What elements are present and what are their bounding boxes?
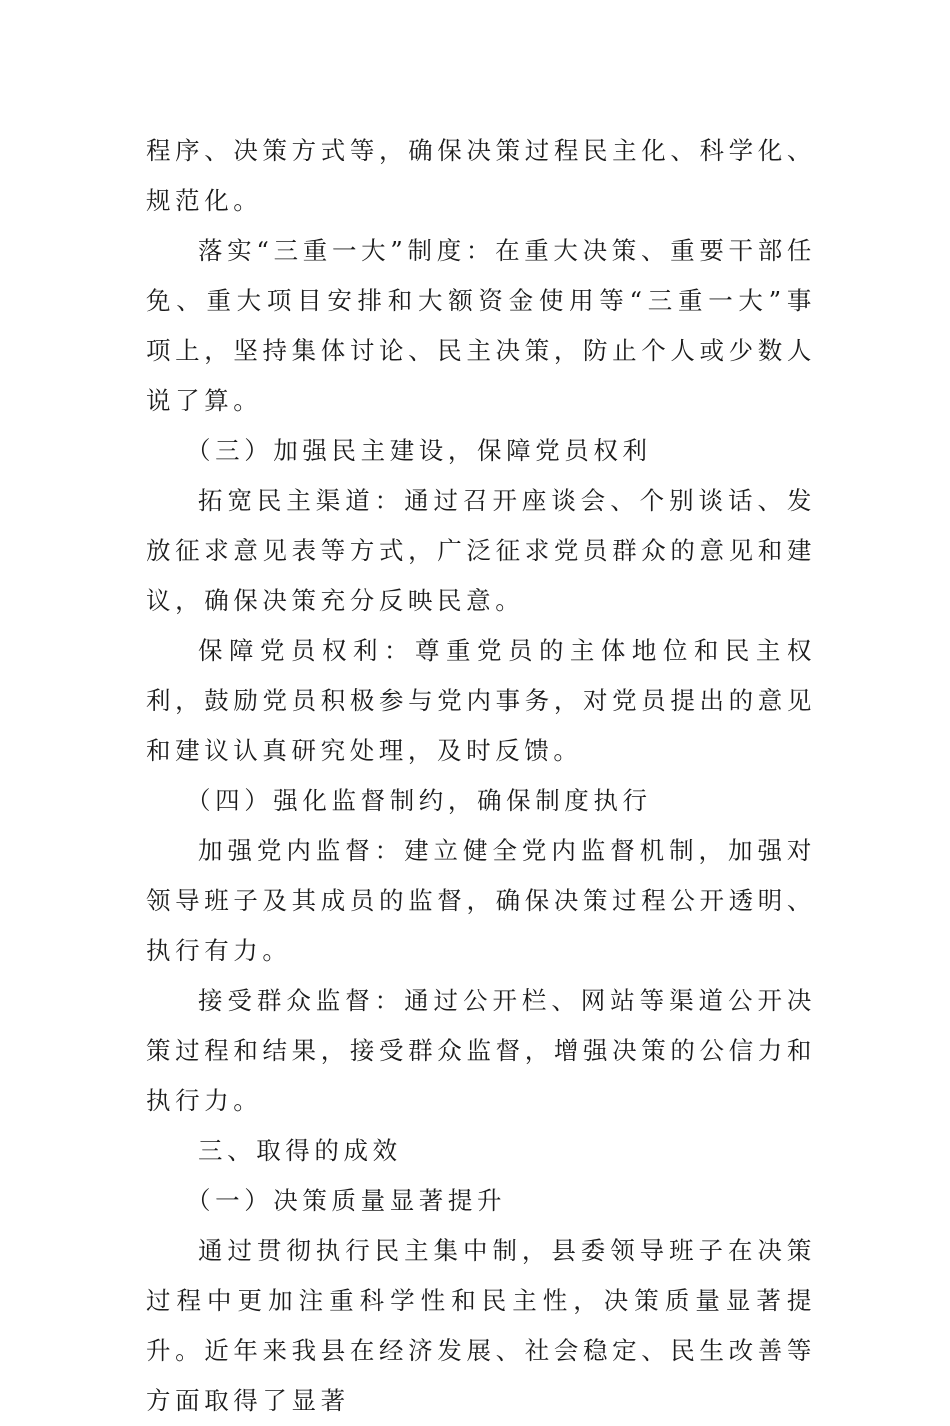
paragraph-three-important-one-large: 落实“三重一大”制度：在重大决策、重要干部任免、重大项目安排和大额资金使用等“三重一大”事项上，坚持集体讨论、民主决策，防止个人或少数人说了算。 [146, 236, 816, 415]
paragraph-public-supervision: 接受群众监督：通过公开栏、网站等渠道公开决策过程和结果，接受群众监督，增强决策的公信力和执行力。 [146, 986, 816, 1115]
paragraph-broaden-channels: 拓宽民主渠道：通过召开座谈会、个别谈话、发放征求意见表等方式，广泛征求党员群众的意见和建议，确保决策充分反映民意。 [146, 486, 816, 615]
paragraph-protect-member-rights: 保障党员权利：尊重党员的主体地位和民主权利，鼓励党员积极参与党内事务，对党员提出的意见和建议认真研究处理，及时反馈。 [146, 636, 816, 765]
paragraph-internal-supervision: 加强党内监督：建立健全党内监督机制，加强对领导班子及其成员的监督，确保决策过程公开透明、执行有力。 [146, 836, 816, 965]
subheading-supervision: （四）强化监督制约，确保制度执行 [186, 786, 652, 815]
subheading-democracy-building: （三）加强民主建设，保障党员权利 [186, 436, 652, 465]
paragraph-decision-quality: 通过贯彻执行民主集中制，县委领导班子在决策过程中更加注重科学性和民主性，决策质量显著提升。近年来我县在经济发展、社会稳定、民生改善等方面取得了显著 [146, 1236, 816, 1415]
heading-achievements: 三、取得的成效 [198, 1136, 402, 1165]
paragraph-decision-norms: 程序、决策方式等，确保决策过程民主化、科学化、规范化。 [146, 136, 816, 215]
document-body [146, 126, 816, 1426]
subheading-decision-quality: （一）决策质量显著提升 [186, 1186, 507, 1215]
